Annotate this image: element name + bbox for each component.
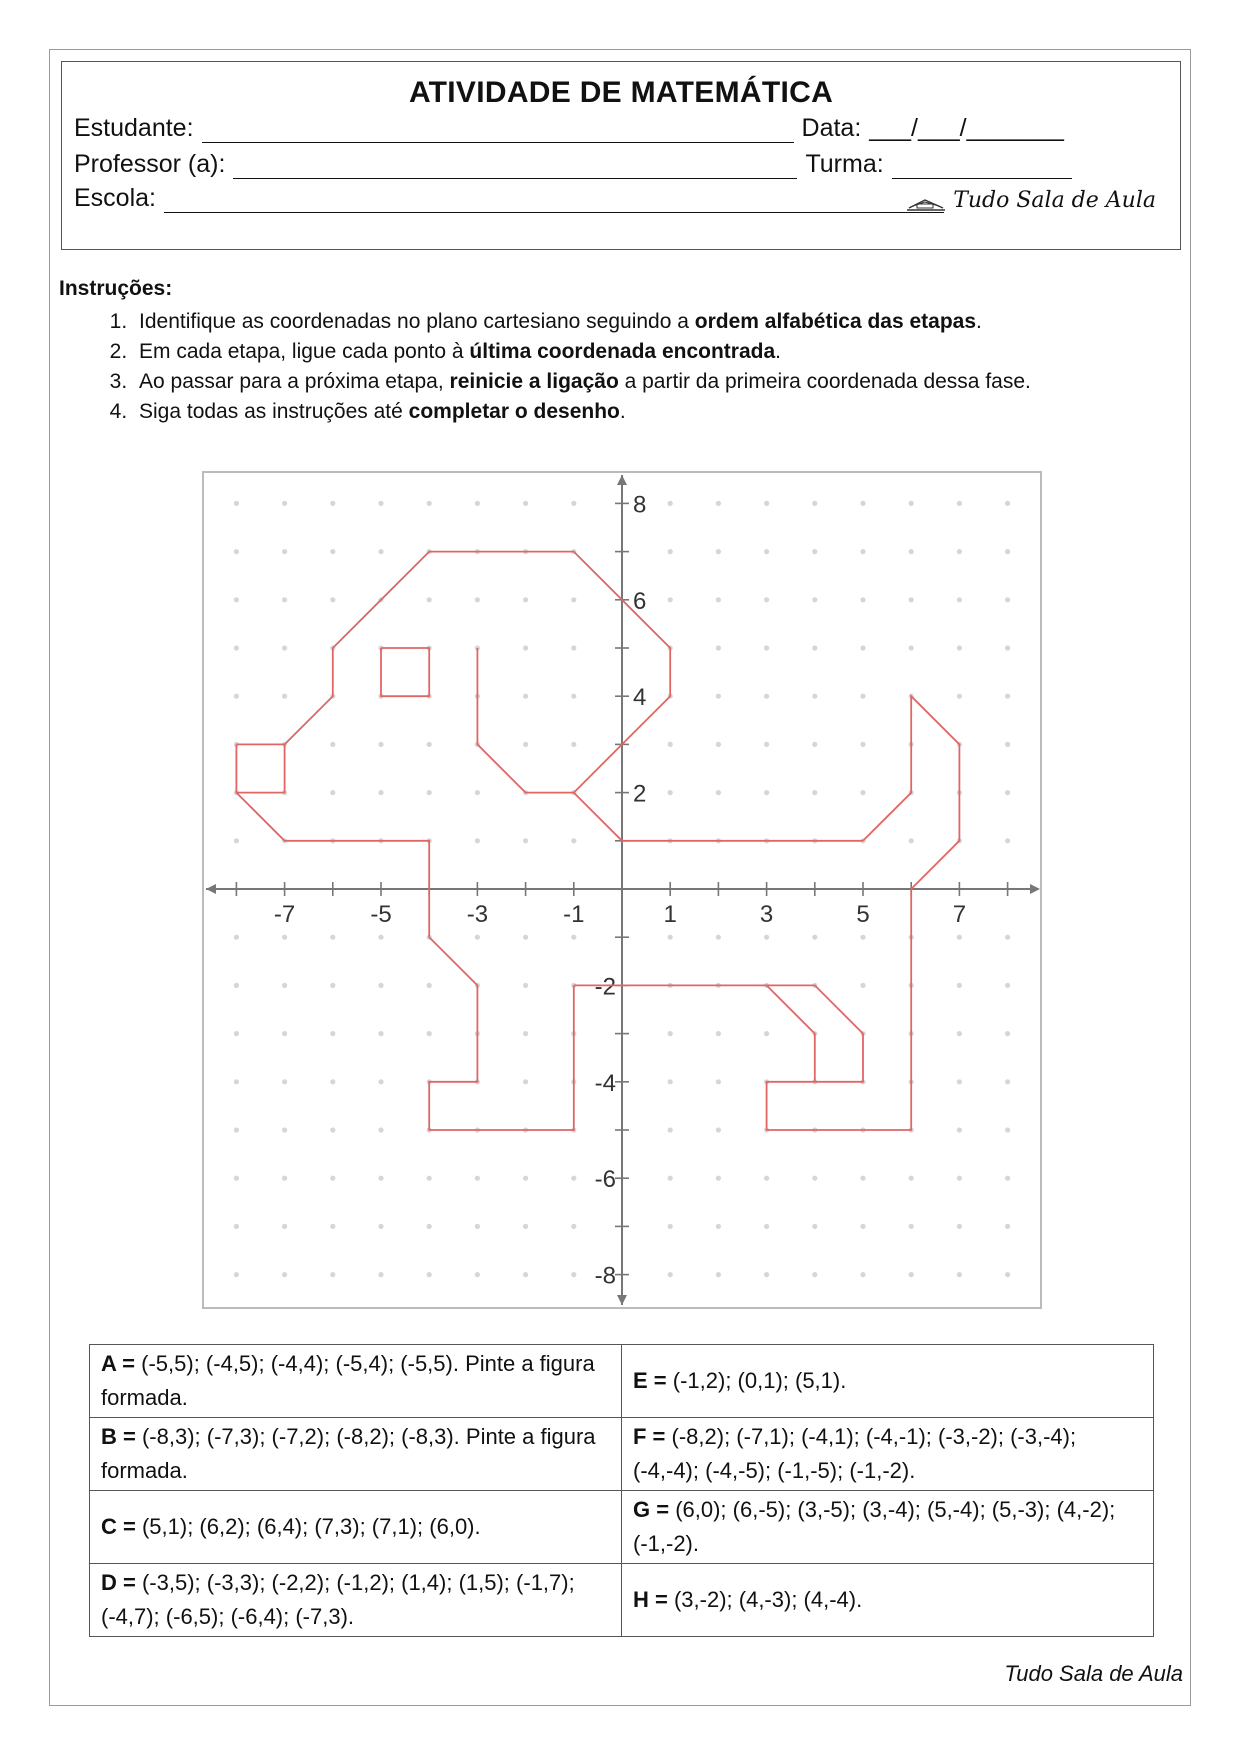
grid-dot xyxy=(475,790,480,795)
grid-dot xyxy=(1005,838,1010,843)
grid-dot xyxy=(523,1176,528,1181)
grid-dot xyxy=(716,935,721,940)
stage-key: F = xyxy=(633,1424,666,1449)
grid-dot xyxy=(812,742,817,747)
grid-dot xyxy=(234,1031,239,1036)
grid-dot xyxy=(909,549,914,554)
grid-dot xyxy=(957,1224,962,1229)
grid-dot xyxy=(282,645,287,650)
grid-dot xyxy=(668,1224,673,1229)
student-name-field[interactable] xyxy=(202,120,794,143)
stage-cell xyxy=(90,1491,622,1564)
grid-dot xyxy=(523,838,528,843)
stage-key: H = xyxy=(633,1587,668,1612)
grid-dot xyxy=(1005,790,1010,795)
grid-dot xyxy=(330,501,335,506)
instruction-text: a partir da primeira coordenada dessa fase. xyxy=(618,370,1031,393)
grid-dot xyxy=(812,1224,817,1229)
grid-dot xyxy=(957,1176,962,1181)
stage-coordinates: (-8,3); (-7,3); (-7,2); (-8,2); (-8,3). Pinte a figura formada. xyxy=(101,1424,596,1483)
grid-dot xyxy=(957,1031,962,1036)
y-tick-label: -8 xyxy=(594,1262,616,1290)
grid-dot xyxy=(909,1272,914,1277)
grid-dot xyxy=(909,1176,914,1181)
grid-dot xyxy=(523,501,528,506)
class-field[interactable] xyxy=(892,156,1072,179)
grid-dot xyxy=(860,1176,865,1181)
y-tick-label: 6 xyxy=(633,587,647,615)
grid-dot xyxy=(234,501,239,506)
x-tick-label: 3 xyxy=(759,901,774,928)
grid-dot xyxy=(860,549,865,554)
stage-coordinates: (-3,5); (-3,3); (-2,2); (-1,2); (1,4); (1,5); (-1,7); (-4,7); (-6,5); (-6,4); (-7,3). xyxy=(101,1570,575,1629)
grid-dot xyxy=(957,645,962,650)
grid-dot xyxy=(330,597,335,602)
grid-dot xyxy=(716,549,721,554)
x-tick-label: -3 xyxy=(466,901,489,928)
grid-dot xyxy=(957,983,962,988)
y-tick-label: -6 xyxy=(594,1166,616,1194)
grid-dot xyxy=(764,1031,769,1036)
grid-dot xyxy=(668,790,673,795)
grid-dot xyxy=(716,1031,721,1036)
grid-dot xyxy=(1005,645,1010,650)
grid-dot xyxy=(475,1176,480,1181)
school-label: Escola: xyxy=(74,184,156,212)
grid-dot xyxy=(523,1224,528,1229)
grid-dot xyxy=(860,1272,865,1277)
grid-dot xyxy=(860,935,865,940)
grid-dot xyxy=(234,694,239,699)
grid-dot xyxy=(330,935,335,940)
grid-dot xyxy=(330,1272,335,1277)
stage-cell xyxy=(90,1345,622,1418)
grid-dot xyxy=(282,694,287,699)
grid-dot xyxy=(716,645,721,650)
grid-dot xyxy=(716,1127,721,1132)
grid-dot xyxy=(764,790,769,795)
grid-dot xyxy=(1005,1176,1010,1181)
teacher-class-row xyxy=(74,150,1072,179)
grid-dot xyxy=(282,1127,287,1132)
grid-dot xyxy=(571,742,576,747)
date-field[interactable]: ___/___/_______ xyxy=(869,114,1064,142)
stage-coordinates: (-8,2); (-7,1); (-4,1); (-4,-1); (-3,-2); (-3,-4); (-4,-4); (-4,-5); (-1,-5); (-1,-2). xyxy=(633,1424,1077,1483)
grid-dot xyxy=(1005,549,1010,554)
grid-dot xyxy=(764,1176,769,1181)
instruction-item xyxy=(133,397,1159,427)
stage-coordinates: (5,1); (6,2); (6,4); (7,3); (7,1); (6,0). xyxy=(135,1514,481,1539)
grid-dot xyxy=(812,549,817,554)
y-tick-label: -4 xyxy=(594,1069,616,1097)
grid-dot xyxy=(234,935,239,940)
grid-dot xyxy=(427,1272,432,1277)
grid-dot xyxy=(860,1224,865,1229)
grid-dot xyxy=(812,597,817,602)
grid-dot xyxy=(282,1272,287,1277)
grid-dot xyxy=(716,1176,721,1181)
grid-dot xyxy=(330,1176,335,1181)
instruction-text: . xyxy=(976,310,982,333)
grid-dot xyxy=(330,1127,335,1132)
stage-coordinates: (-1,2); (0,1); (5,1). xyxy=(666,1368,847,1393)
grid-dot xyxy=(1005,1224,1010,1229)
instruction-text: Siga todas as instruções até xyxy=(139,400,409,423)
grid-dot xyxy=(330,983,335,988)
grid-dot xyxy=(909,597,914,602)
stage-key: A = xyxy=(101,1351,136,1376)
grid-dot xyxy=(523,694,528,699)
grid-dot xyxy=(571,1272,576,1277)
grid-dot xyxy=(957,597,962,602)
grid-dot xyxy=(234,838,239,843)
grid-dot xyxy=(282,1176,287,1181)
grid-dot xyxy=(668,1079,673,1084)
x-tick-label: 7 xyxy=(952,901,967,928)
grid-dot xyxy=(668,935,673,940)
grid-dot xyxy=(812,1176,817,1181)
grid-dot xyxy=(860,597,865,602)
x-tick-label: 1 xyxy=(663,901,677,928)
grid-dot xyxy=(812,694,817,699)
grid-dot xyxy=(427,1176,432,1181)
grid-dot xyxy=(234,645,239,650)
grid-dot xyxy=(571,1176,576,1181)
grid-dot xyxy=(1005,1127,1010,1132)
grid-dot xyxy=(523,1031,528,1036)
grid-dot xyxy=(523,1272,528,1277)
grid-dot xyxy=(860,694,865,699)
grid-dot xyxy=(523,935,528,940)
grid-dot xyxy=(909,501,914,506)
grid-dot xyxy=(330,549,335,554)
grid-dot xyxy=(378,742,383,747)
grid-dot xyxy=(282,1079,287,1084)
grid-dot xyxy=(764,1224,769,1229)
grid-dot xyxy=(234,1272,239,1277)
instruction-text: Em cada etapa, ligue cada ponto à xyxy=(139,340,470,363)
grid-dot xyxy=(234,1127,239,1132)
grid-dot xyxy=(668,1031,673,1036)
grid-dot xyxy=(957,501,962,506)
grid-dot xyxy=(764,1272,769,1277)
instructions xyxy=(59,277,1159,427)
grid-dot xyxy=(475,1272,480,1277)
grid-dot xyxy=(378,1127,383,1132)
grid-dot xyxy=(282,1031,287,1036)
stage-cell xyxy=(622,1345,1154,1418)
grid-dot xyxy=(716,790,721,795)
class-label: Turma: xyxy=(805,150,884,178)
grid-dot xyxy=(234,983,239,988)
grid-dot xyxy=(1005,694,1010,699)
grid-dot xyxy=(282,597,287,602)
stage-cell xyxy=(622,1491,1154,1564)
grid-dot xyxy=(860,983,865,988)
grid-dot xyxy=(1005,1079,1010,1084)
grid-dot xyxy=(427,1031,432,1036)
page-title: ATIVIDADE DE MATEMÁTICA xyxy=(408,76,834,109)
stage-cell xyxy=(90,1418,622,1491)
grid-dot xyxy=(234,549,239,554)
grid-dot xyxy=(427,983,432,988)
grid-dot xyxy=(860,645,865,650)
grid-dot xyxy=(523,597,528,602)
grid-dot xyxy=(764,742,769,747)
brand-logo xyxy=(905,188,1156,213)
grid-dot xyxy=(957,1127,962,1132)
instructions-title: Instruções: xyxy=(59,277,173,300)
grid-dot xyxy=(571,1224,576,1229)
school-name-field[interactable] xyxy=(164,190,944,213)
grid-dot xyxy=(716,1224,721,1229)
grid-dot xyxy=(812,935,817,940)
logo-text: Tudo Sala de Aula xyxy=(953,188,1156,213)
grid-dot xyxy=(378,1176,383,1181)
grid-dot xyxy=(571,694,576,699)
grid-dot xyxy=(378,983,383,988)
grid-dot xyxy=(234,597,239,602)
instruction-emphasis: completar o desenho xyxy=(408,400,620,423)
grid-dot xyxy=(812,501,817,506)
grid-dot xyxy=(378,1031,383,1036)
stage-cell xyxy=(622,1418,1154,1491)
grid-dot xyxy=(282,983,287,988)
grid-dot xyxy=(909,645,914,650)
date-label: Data: xyxy=(801,114,862,142)
grid-dot xyxy=(860,501,865,506)
grid-dot xyxy=(764,645,769,650)
grid-dot xyxy=(475,838,480,843)
y-tick-label: 8 xyxy=(633,491,647,519)
stage-key: B = xyxy=(101,1424,136,1449)
grid-dot xyxy=(668,501,673,506)
grid-dot xyxy=(330,790,335,795)
instruction-emphasis: ordem alfabética das etapas xyxy=(694,310,977,333)
grid-dot xyxy=(378,549,383,554)
grid-dot xyxy=(957,1272,962,1277)
grid-dot xyxy=(1005,1031,1010,1036)
book-stack-icon xyxy=(905,190,947,212)
x-tick-label: -5 xyxy=(370,901,392,928)
grid-dot xyxy=(957,1079,962,1084)
grid-dot xyxy=(378,1224,383,1229)
grid-dot xyxy=(378,501,383,506)
grid-dot xyxy=(234,1176,239,1181)
grid-dot xyxy=(523,1079,528,1084)
x-tick-label: -7 xyxy=(273,901,296,928)
grid-dot xyxy=(812,1272,817,1277)
instruction-emphasis: reinicie a ligação xyxy=(449,370,619,393)
teacher-label: Professor (a): xyxy=(74,150,226,178)
stage-key: D = xyxy=(101,1570,136,1595)
grid-dot xyxy=(571,645,576,650)
grid-dot xyxy=(234,1079,239,1084)
x-tick-label: 5 xyxy=(856,901,870,928)
grid-dot xyxy=(571,597,576,602)
footer-credit: Tudo Sala de Aula xyxy=(1004,1661,1183,1686)
grid-dot xyxy=(668,1272,673,1277)
grid-dot xyxy=(668,597,673,602)
y-tick-label: 4 xyxy=(633,684,647,712)
grid-dot xyxy=(427,1224,432,1229)
instruction-emphasis: última coordenada encontrada xyxy=(469,340,776,363)
grid-dot xyxy=(668,1176,673,1181)
y-tick-label: 2 xyxy=(633,780,647,808)
grid-dot xyxy=(716,501,721,506)
table-row xyxy=(90,1345,1154,1418)
grid-dot xyxy=(330,1079,335,1084)
grid-dot xyxy=(475,501,480,506)
instruction-text: . xyxy=(619,400,626,423)
table-row xyxy=(90,1491,1154,1564)
grid-dot xyxy=(378,935,383,940)
grid-dot xyxy=(282,935,287,940)
grid-dot xyxy=(860,790,865,795)
grid-dot xyxy=(764,935,769,940)
stage-coordinates: (6,0); (6,-5); (3,-5); (3,-4); (5,-4); (5,-3); (4,-2); (-1,-2). xyxy=(633,1497,1116,1556)
grid-dot xyxy=(1005,742,1010,747)
grid-dot xyxy=(812,790,817,795)
grid-dot xyxy=(378,1079,383,1084)
teacher-name-field[interactable] xyxy=(233,156,797,179)
grid-dot xyxy=(716,1272,721,1277)
grid-dot xyxy=(282,501,287,506)
grid-dot xyxy=(378,790,383,795)
grid-dot xyxy=(475,597,480,602)
grid-dot xyxy=(1005,935,1010,940)
grid-dot xyxy=(571,501,576,506)
stage-key: E = xyxy=(633,1368,667,1393)
grid-dot xyxy=(764,549,769,554)
grid-dot xyxy=(427,501,432,506)
grid-dot xyxy=(1005,501,1010,506)
grid-dot xyxy=(282,1224,287,1229)
grid-dot xyxy=(716,1079,721,1084)
grid-dot xyxy=(427,597,432,602)
instruction-text: Ao passar para a próxima etapa, xyxy=(139,370,450,393)
grid-dot xyxy=(764,597,769,602)
grid-dot xyxy=(909,1224,914,1229)
grid-dot xyxy=(860,742,865,747)
student-date-row xyxy=(74,114,1064,143)
grid-dot xyxy=(957,694,962,699)
instruction-item xyxy=(133,367,1159,397)
table-row xyxy=(90,1418,1154,1491)
grid-dot xyxy=(282,549,287,554)
stage-key: C = xyxy=(101,1514,136,1539)
grid-dot xyxy=(668,742,673,747)
grid-dot xyxy=(475,1224,480,1229)
stage-coordinates: (3,-2); (4,-3); (4,-4). xyxy=(667,1587,863,1612)
grid-dot xyxy=(812,645,817,650)
coordinates-table xyxy=(89,1344,1154,1637)
x-tick-label: -1 xyxy=(563,901,585,928)
grid-dot xyxy=(523,742,528,747)
grid-dot xyxy=(957,935,962,940)
grid-dot xyxy=(523,983,528,988)
grid-dot xyxy=(764,501,769,506)
grid-dot xyxy=(427,742,432,747)
instruction-text: . xyxy=(775,340,781,363)
grid-dot xyxy=(1005,1272,1010,1277)
grid-dot xyxy=(330,1224,335,1229)
grid-dot xyxy=(330,1031,335,1036)
stage-cell xyxy=(90,1564,622,1637)
grid-dot xyxy=(378,1272,383,1277)
grid-dot xyxy=(764,694,769,699)
grid-dot xyxy=(668,549,673,554)
grid-dot xyxy=(668,1127,673,1132)
grid-dot xyxy=(330,742,335,747)
grid-dot xyxy=(716,694,721,699)
grid-dot xyxy=(571,935,576,940)
grid-dot xyxy=(427,790,432,795)
grid-dot xyxy=(1005,597,1010,602)
table-row xyxy=(90,1564,1154,1637)
instructions-list xyxy=(59,307,1159,427)
grid-dot xyxy=(571,838,576,843)
grid-dot xyxy=(716,742,721,747)
grid-dot xyxy=(475,935,480,940)
y-tick-label: -2 xyxy=(594,973,616,1001)
instruction-text: Identifique as coordenadas no plano cartesiano seguindo a xyxy=(139,310,695,333)
grid-dot xyxy=(909,838,914,843)
grid-dot xyxy=(957,549,962,554)
grid-dot xyxy=(1005,983,1010,988)
stage-key: G = xyxy=(633,1497,670,1522)
school-row xyxy=(74,184,944,213)
header-box xyxy=(61,61,1181,250)
stage-coordinates: (-5,5); (-4,5); (-4,4); (-5,4); (-5,5). Pinte a figura formada. xyxy=(101,1351,595,1410)
grid-dot xyxy=(716,597,721,602)
instruction-item xyxy=(133,307,1159,337)
instruction-item xyxy=(133,337,1159,367)
cartesian-plane xyxy=(202,471,1042,1309)
grid-dot xyxy=(523,645,528,650)
student-label: Estudante: xyxy=(74,114,194,142)
grid-dot xyxy=(234,1224,239,1229)
stage-cell xyxy=(622,1564,1154,1637)
